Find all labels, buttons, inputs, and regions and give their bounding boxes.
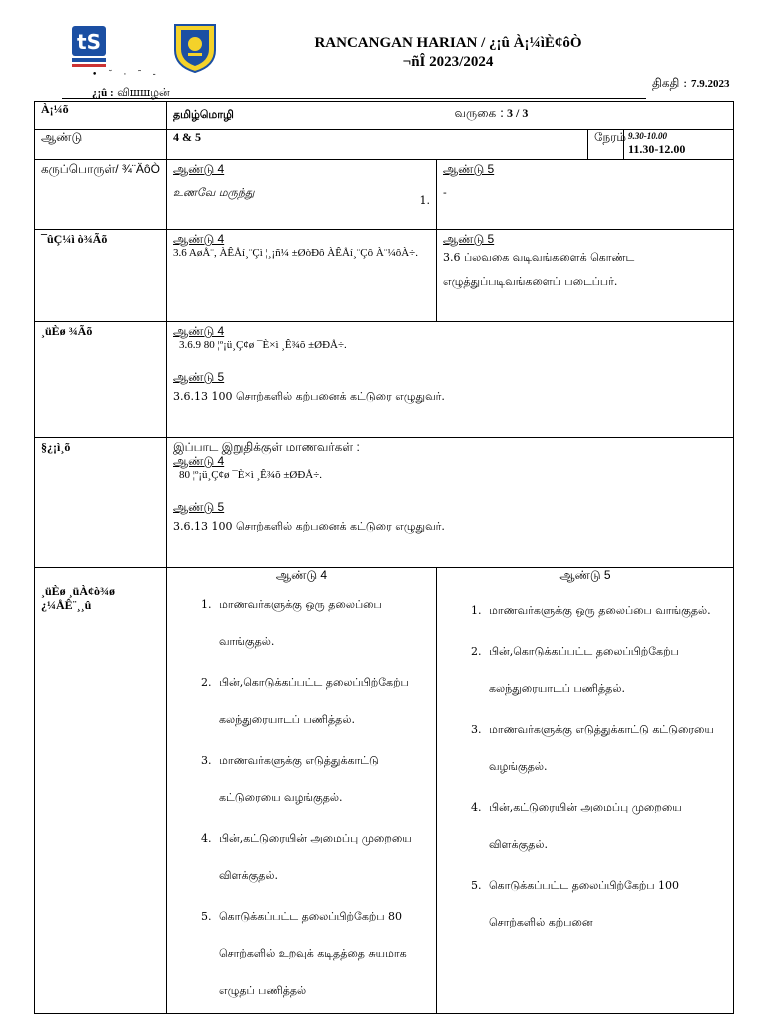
y4-step-4: 4. பின்,கட்டுரையின் அமைப்பு முறையை விளக்குதல்.	[215, 820, 432, 894]
label-topic: கருப்பொருள்/ ¾¨ÄôÒ	[35, 160, 167, 230]
logo-caption: • ˘ · ˜ -	[92, 70, 160, 80]
topic-y4: ஆண்டு 4 உணவே மருந்து 1.	[167, 160, 437, 230]
y4-step-2: 2. பின்,கொடுக்கப்பட்ட தலைப்பிற்கேற்ப கலந்துரையாடப் பணித்தல்.	[215, 664, 432, 738]
page-title: RANCANGAN HARIAN / ¿¡û À¡¼ìÈ¢ôÒ ¬ñÎ 2023/2024	[314, 35, 582, 70]
row-activities	[35, 568, 734, 1014]
row-year	[35, 130, 734, 160]
year-value: 4 & 5	[167, 130, 588, 160]
y5-step-2: 2. பின்,கொடுக்கப்பட்ட தலைப்பிற்கேற்ப கலந்துரையாடப் பணித்தல்.	[485, 633, 729, 707]
activities-y4: ஆண்டு 4 1. மாணவர்களுக்கு ஒரு தலைப்பை வாங்குதல். 2. பின்,கொடுக்கப்பட்ட தலைப்பிற்கேற்ப கலந்துரையாடப் பணித்தல். 3. மாணவர்களுக்கு எடுத்துக்காட்டு கட்டுரையை வழங்குதல். 4. பின்,கட்டுரையின் அமைப்பு முறையை விளக்குதல். 5. கொடுக்கப்பட்ட தலைப்பிற்கேற்ப 80 சொற்களில் உறவுக் கடிதத்தை சுயமாக எழுதப் பணித்தல்	[167, 568, 437, 1014]
learning-content: ஆண்டு 4 3.6.9 80 ¦º¡ü¸Ç¢ø ¯È×ì ¸Ê¾õ ±ØÐÅ÷. ஆண்டு 5 3.6.13 100 சொற்களில் கற்பனைக் கட்டுரை எழுதுவர்.	[167, 322, 734, 438]
date: திகதி : 7.9.2023	[652, 76, 730, 90]
lesson-plan-table	[34, 101, 734, 1014]
day-underline	[62, 98, 646, 99]
school-logo-icon	[66, 22, 112, 72]
label-year: ஆண்டு	[35, 130, 167, 160]
y4-steps-list	[171, 586, 432, 1009]
row-subject	[35, 102, 734, 130]
label-time: நேரம்	[588, 130, 624, 160]
svg-text:tS: tS	[77, 30, 101, 54]
subject-value: தமிழ்மொழி	[167, 102, 437, 130]
row-objective	[35, 438, 734, 568]
label-subject: À¡¼õ	[35, 102, 167, 130]
day-line: ¿¡û : விшшழன்	[92, 86, 170, 99]
y5-step-3: 3. மாணவர்களுக்கு எடுத்துக்காட்டு கட்டுரையை வழங்குதல்.	[485, 711, 729, 785]
row-standard	[35, 230, 734, 322]
row-topic	[35, 160, 734, 230]
topic-y5: ஆண்டு 5 -	[437, 160, 734, 230]
label-objective: §¿¡ì¸õ	[35, 438, 167, 568]
y5-steps-list	[441, 592, 729, 941]
attendance: வருகை : 3 / 3	[437, 102, 734, 130]
row-learning	[35, 322, 734, 438]
y5-step-1: 1. மாணவர்களுக்கு ஒரு தலைப்பை வாங்குதல்.	[485, 592, 729, 629]
school-crest-icon	[170, 22, 220, 74]
y4-step-1: 1. மாணவர்களுக்கு ஒரு தலைப்பை வாங்குதல்.	[215, 586, 432, 660]
label-learning: ¸üÈø ¾Ãõ	[35, 322, 167, 438]
objective-content: இப்பாட இறுதிக்குள் மாணவர்கள் : ஆண்டு 4 80 ¦º¡ü¸Ç¢ø ¯È×ì ¸Ê¾õ ±ØÐÅ÷. ஆண்டு 5 3.6.13 100 சொற்களில் கற்பனைக் கட்டுரை எழுதுவர்.	[167, 438, 734, 568]
activities-y5: ஆண்டு 5 1. மாணவர்களுக்கு ஒரு தலைப்பை வாங்குதல். 2. பின்,கொடுக்கப்பட்ட தலைப்பிற்கேற்ப கலந்துரையாடப் பணித்தல். 3. மாணவர்களுக்கு எடுத்துக்காட்டு கட்டுரையை வழங்குதல். 4. பின்,கட்டுரையின் அமைப்பு முறையை விளக்குதல். 5. கொடுக்கப்பட்ட தலைப்பிற்கேற்ப 100 சொற்களில் கற்பனை	[437, 568, 734, 1014]
label-activities: ¸üÈø ¸üÀ¢ò¾ø ¿¼ÅÊ¨¸¸û	[35, 568, 167, 1014]
time-value: 9.30-10.00 11.30-12.00	[624, 130, 734, 160]
label-standard: ¯ûÇ¼ì ò¾Ãõ	[35, 230, 167, 322]
standard-y4: ஆண்டு 4 3.6 AøÅ¨, ÀÊÅí¸¨Çì ¦¸¡ñ¼ ±ØòÐô ÀÊÅí¸¨Çô À¨¼ôÀ÷.	[167, 230, 437, 322]
standard-y5: ஆண்டு 5 3.6 ப்லவகை வடிவங்களைக் கொண்ட எழுத்துப்படிவங்களைப் படைப்பர்.	[437, 230, 734, 322]
y5-step-5: 5. கொடுக்கப்பட்ட தலைப்பிற்கேற்ப 100 சொற்களில் கற்பனை	[485, 867, 729, 941]
y4-step-3: 3. மாணவர்களுக்கு எடுத்துக்காட்டு கட்டுரையை வழங்குதல்.	[215, 742, 432, 816]
y5-step-4: 4. பின்,கட்டுரையின் அமைப்பு முறையை விளக்குதல்.	[485, 789, 729, 863]
y4-step-5: 5. கொடுக்கப்பட்ட தலைப்பிற்கேற்ப 80 சொற்களில் உறவுக் கடிதத்தை சுயமாக எழுதப் பணித்தல்	[215, 898, 432, 1009]
